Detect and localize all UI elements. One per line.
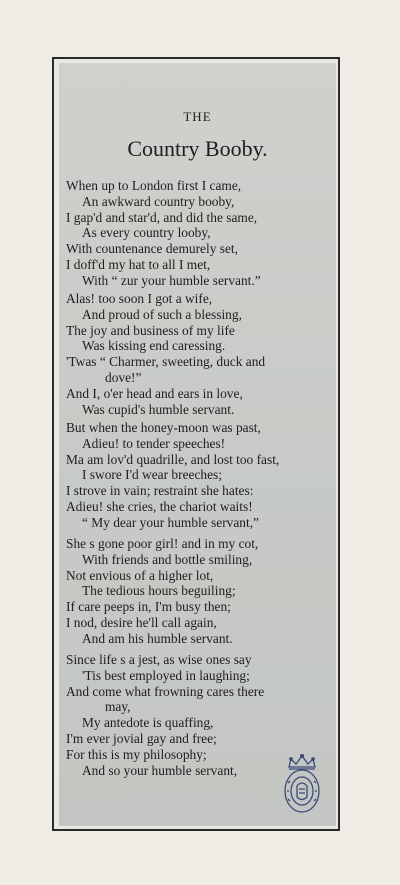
verse-line: But when the honey-moon was past,	[66, 420, 261, 435]
verse-line: If care peeps in, I'm busy then;	[66, 599, 231, 615]
verse-line: The tedious hours beguiling;	[82, 583, 236, 599]
verse-line: With “ zur your humble servant.”	[82, 272, 261, 288]
verse-line: dove!”	[105, 369, 142, 385]
verse-line: An awkward country booby,	[82, 193, 235, 209]
verse-line: And so your humble servant,	[82, 762, 238, 778]
stanza-4	[66, 536, 332, 647]
verse-line: Not envious of a higher lot,	[66, 567, 214, 583]
broadside-sheet	[59, 63, 336, 826]
verse-line: I nod, desire he'll call again,	[66, 614, 217, 630]
verse-line: Ma am lov'd quadrille, and lost too fast,	[66, 451, 280, 467]
verse-line: 'Tis best employed in laughing;	[82, 667, 250, 683]
stanza-3	[66, 420, 332, 531]
verse-line: And I, o'er head and ears in love,	[66, 385, 243, 401]
pre-title: THE	[183, 109, 212, 124]
verse-line: Adieu! to tender speeches!	[82, 435, 226, 451]
verse-line: “ My dear your humble servant,”	[82, 514, 259, 530]
verse-line: I strove in vain; restraint she hates:	[66, 483, 254, 499]
verse-line: I doff'd my hat to all I met,	[66, 256, 211, 272]
verse-line: may,	[105, 699, 131, 715]
verse-line: And proud of such a blessing,	[82, 306, 242, 322]
verse-line: With friends and bottle smiling,	[82, 551, 253, 567]
stanza-2	[66, 291, 332, 417]
verse-line: And am his humble servant.	[82, 630, 233, 646]
verse-line: As every country looby,	[82, 225, 211, 241]
song-title: Country Booby.	[127, 136, 268, 161]
verse-line: I'm ever jovial gay and free;	[66, 730, 217, 746]
verse-line: I gap'd and star'd, and did the same,	[66, 209, 258, 225]
verse-line: Adieu! she cries, the chariot waits!	[66, 498, 253, 514]
verse-line: When up to London first I came,	[66, 178, 242, 193]
verse-line: The joy and business of my life	[66, 322, 235, 338]
verse-line: Was kissing end caressing.	[82, 338, 226, 354]
stanza-1	[66, 178, 332, 289]
verse-line: 'Twas “ Charmer, sweeting, duck and	[66, 354, 266, 370]
verse-line: And come what frowning cares there	[66, 683, 265, 699]
mount-board	[52, 57, 340, 831]
verse-line: I swore I'd wear breeches;	[82, 467, 222, 483]
verse-line: She s gone poor girl! and in my cot,	[66, 536, 259, 551]
verse-line: Since life s a jest, as wise ones say	[66, 652, 252, 667]
verse-line: My antedote is quaffing,	[82, 715, 214, 731]
verse-line: With countenance demurely set,	[66, 241, 238, 257]
verse-line: Alas! too soon I got a wife,	[66, 291, 213, 306]
verse-line: Was cupid's humble servant.	[82, 401, 235, 417]
library-stamp-icon	[281, 753, 323, 815]
verse-line: For this is my philosophy;	[66, 746, 207, 762]
